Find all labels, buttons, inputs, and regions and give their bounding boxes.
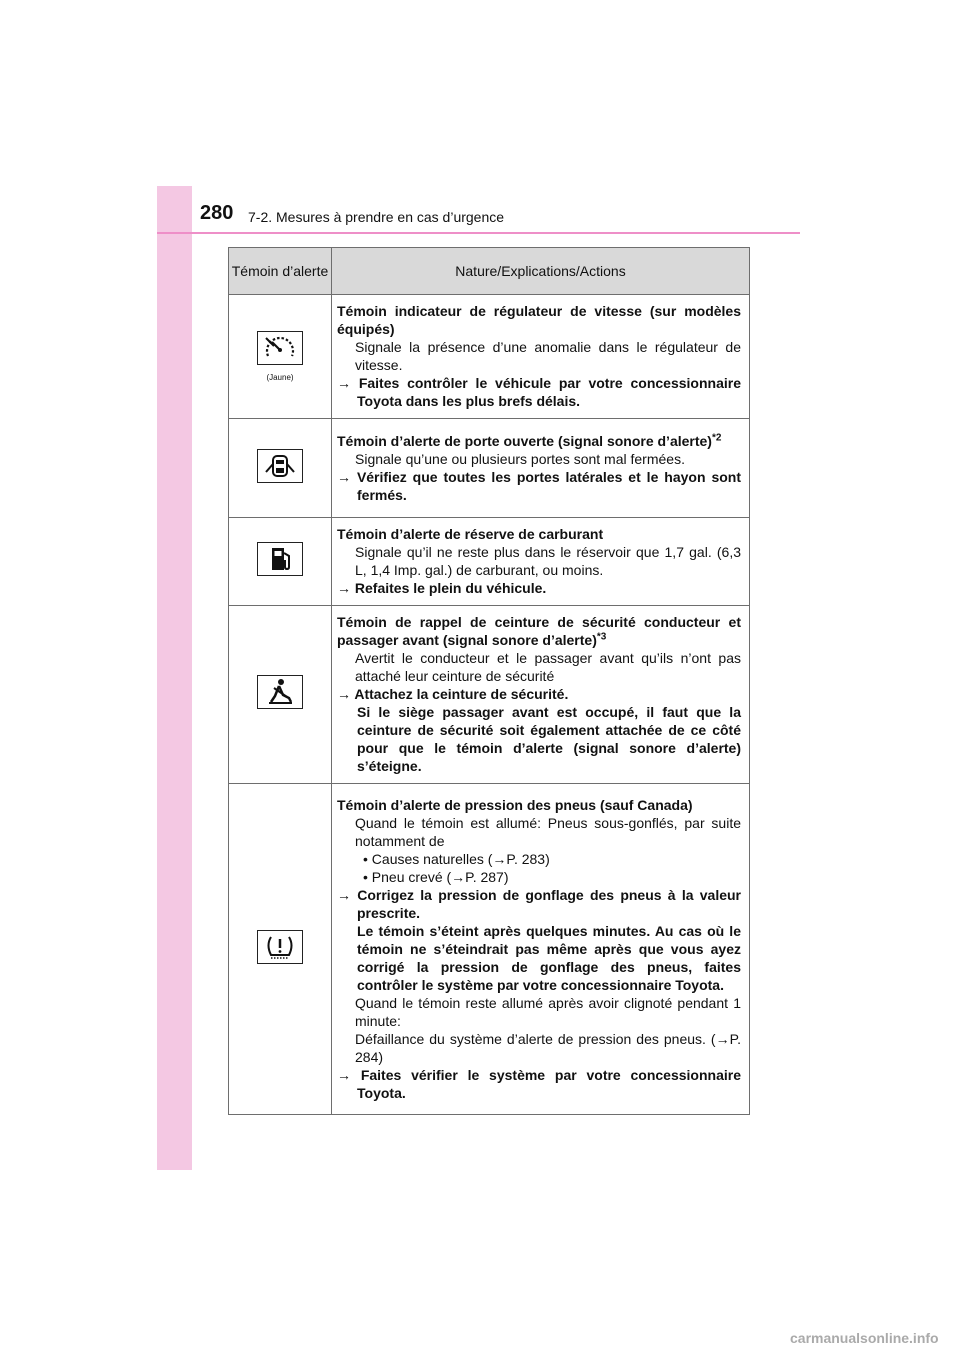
arrow-icon: →	[337, 686, 351, 702]
action-label: Refaites le plein du véhicule.	[354, 580, 547, 596]
table-row	[229, 784, 750, 1115]
table-header-row	[229, 248, 750, 295]
description-cell	[332, 784, 750, 1115]
explanation-text: Défaillance du système d’alerte de pression des pneus. (→P. 284)	[355, 1030, 741, 1065]
bullet-icon: •	[363, 868, 368, 885]
seat-belt-reminder-icon	[257, 675, 303, 709]
arrow-icon: →	[337, 580, 351, 596]
action-text	[337, 685, 741, 703]
table-row	[229, 295, 750, 419]
explanation-text: Quand le témoin reste allumé après avoir clignoté pendant 1 minute:	[355, 994, 741, 1029]
cruise-control-warning-icon	[257, 331, 303, 365]
list-item-label: Pneu crevé (→P. 287)	[371, 868, 509, 885]
warning-title: Témoin indicateur de régulateur de vitesse (sur modèles équipés)	[337, 303, 741, 337]
action-text	[337, 468, 741, 504]
description-cell	[332, 606, 750, 784]
column-header-indicator: Témoin d’alerte	[229, 248, 332, 295]
warning-title: Témoin d’alerte de réserve de carburant	[337, 526, 604, 542]
description-cell	[332, 295, 750, 419]
action-text	[337, 579, 741, 597]
action-text	[337, 886, 741, 922]
open-door-warning-icon	[257, 449, 303, 483]
arrow-icon: →	[337, 375, 351, 391]
table-row	[229, 419, 750, 518]
icon-color-caption: (Jaune)	[266, 373, 294, 382]
footnote-mark: *2	[711, 431, 722, 443]
explanation-text: Quand le témoin est allumé: Pneus sous-gonflés, par suite notamment de	[355, 814, 741, 849]
footnote-mark: *3	[596, 631, 607, 643]
arrow-icon: →	[337, 886, 351, 903]
chapter-tab-bar	[157, 186, 192, 1170]
explanation-text: Signale la présence d’une anomalie dans le régulateur de vitesse.	[355, 339, 741, 373]
action-label: Faites contrôler le véhicule par votre concessionnaire Toyota dans les plus brefs délais.	[357, 375, 741, 409]
action-text	[337, 1066, 741, 1102]
section-title: 7-2. Mesures à prendre en cas d’urgence	[248, 209, 505, 225]
low-fuel-warning-icon	[257, 542, 303, 576]
explanation-text: Avertit le conducteur et le passager avant qu’ils n’ont pas attaché leur ceinture de sécurité	[355, 650, 741, 684]
action-detail: Le témoin s’éteint après quelques minutes. Au cas où le témoin ne s’éteindrait pas même après que vous ayez corrigé la pression de gonflage des pneus, faites contrôler le système par votre concessionnaire Toyota.	[357, 922, 741, 993]
action-label: Corrigez la pression de gonflage des pneus à la valeur prescrite.	[357, 886, 741, 921]
table-row	[229, 606, 750, 784]
warning-title	[337, 432, 741, 450]
arrow-icon: →	[337, 468, 351, 485]
action-text	[337, 374, 741, 410]
explanation-text: Signale qu’il ne reste plus dans le réservoir que 1,7 gal. (6,3 L, 1,4 Imp. gal.) de carburant, ou moins.	[355, 544, 741, 578]
description-cell	[332, 518, 750, 606]
warning-lights-table	[228, 247, 750, 1115]
indicator-cell	[229, 419, 332, 518]
list-item-label: Causes naturelles (→P. 283)	[371, 850, 550, 867]
indicator-cell	[229, 784, 332, 1115]
action-label: Faites vérifier le système par votre concessionnaire Toyota.	[357, 1066, 741, 1101]
action-label: Vérifiez que toutes les portes latérales et le hayon sont fermés.	[356, 468, 741, 503]
header-rule	[157, 232, 800, 234]
indicator-cell	[229, 518, 332, 606]
warning-title-text: Témoin d’alerte de porte ouverte (signal sonore d’alerte)	[337, 432, 712, 449]
action-detail: Si le siège passager avant est occupé, il faut que la ceinture de sécurité soit également attachée de ce côté pour que le témoin d’alerte (signal sonore d’alerte) s’éteigne.	[357, 704, 741, 774]
description-cell	[332, 419, 750, 518]
tire-pressure-warning-icon	[257, 930, 303, 964]
warning-title: Témoin d’alerte de pression des pneus (sauf Canada)	[337, 796, 693, 813]
bullet-icon: •	[363, 850, 368, 867]
action-label: Attachez la ceinture de sécurité.	[354, 686, 569, 702]
warning-title-text: Témoin de rappel de ceinture de sécurité conducteur et passager avant (signal sonore d’alerte)	[337, 614, 741, 648]
watermark: carmanualsonline.info	[790, 1330, 939, 1346]
indicator-cell	[229, 295, 332, 419]
warning-title	[337, 613, 741, 649]
table-row	[229, 518, 750, 606]
page-number: 280	[200, 202, 234, 224]
arrow-icon: →	[337, 1066, 351, 1083]
list-item	[337, 850, 741, 868]
list-item	[337, 868, 741, 886]
explanation-text: Signale qu’une ou plusieurs portes sont mal fermées.	[355, 450, 685, 467]
indicator-cell	[229, 606, 332, 784]
column-header-details: Nature/Explications/Actions	[332, 248, 750, 295]
